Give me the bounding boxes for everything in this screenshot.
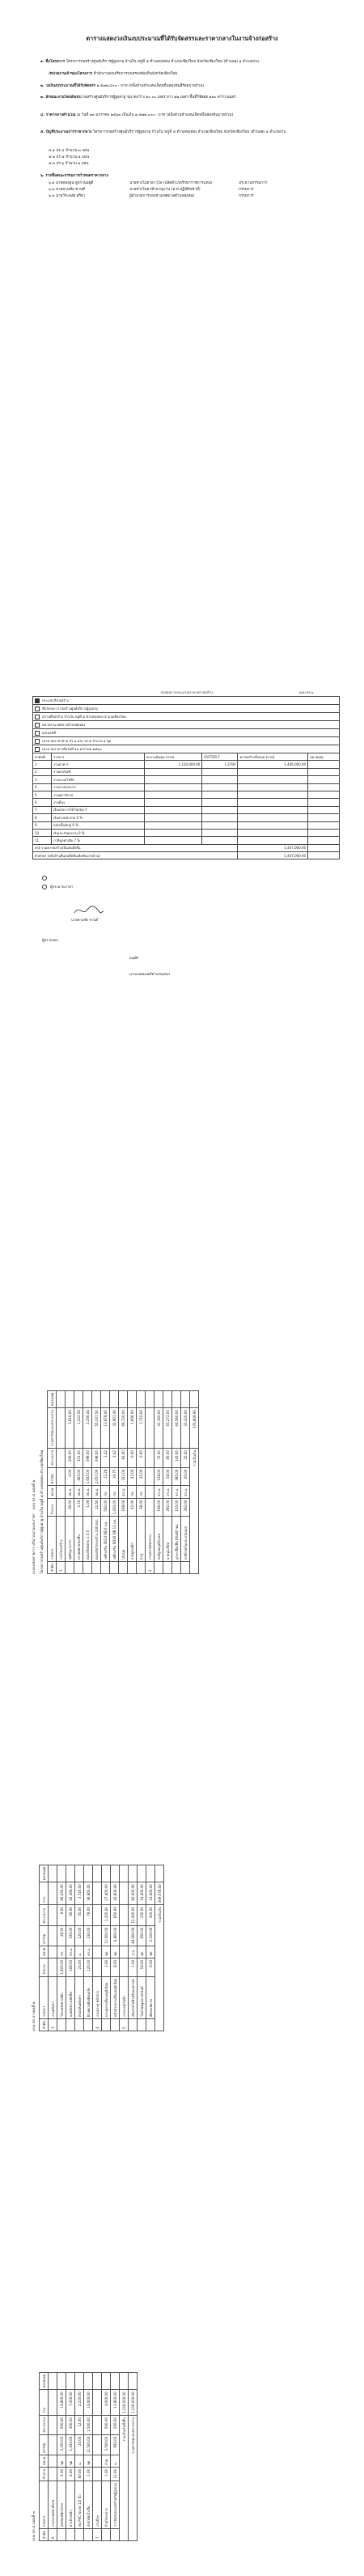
committee-name: ๖.๒ นายพานชัย ขานดี [49,188,86,192]
table-row: 1 งานอาคาร 1,130,000.00 1.2793 1,446,000.00 [33,761,340,768]
approval-radio: ผู้ประมาณราคา [42,884,73,889]
table-row: คอนกรีตโครงสร้าง 240 ksc. 22.50 ลบ.ม. 2,057.00 398.00 55,237.50 [92,1390,101,1573]
committee-role: กรรมการ [239,194,254,198]
column-header: ค่าแรงงาน [40,2416,49,2435]
boq-total-row: รวมเป็นเงิน 376,809.90 [190,1390,199,1573]
summary-form-no: แบบ ปร.๖ [299,690,314,694]
committee-role: ประธานกรรมการ [239,181,267,185]
table-row: ท่อ PVC ขนาด 1/2 นิ้ว 60.00 ม. 25.00 12.00 2,220.00 [75,2372,84,2540]
column-header: หมายเหตุ [48,1390,57,1407]
section-2 [40,83,332,89]
table-row: อ่างล้างหน้า 4.00 ชุด 1,450.00 300.00 7,000.00 [66,2372,75,2540]
signer-label-3: นายกเทศมนตรีตำบลทุ่งท่อง [129,972,171,976]
table-row: ลวดผูกเหล็ก 42.00 กก. 43.00 0.00 1,806.00 [128,1390,137,1573]
table-row: ราวจับสแตนเลสสำหรับผู้สูงอายุ 12.00 ม. 950.00 200.00 13,800.00 [111,2372,120,2540]
committee-name: ๖.๓ นายวีระพงษ์ สุริยา [49,194,86,198]
table-row: 4 งานประตู หน้าต่าง [93,1865,102,2031]
table-row: ฉาบปูนเรียบ 392.00 ตร.ม. 58.00 83.00 55,272.00 [163,1390,172,1573]
committee-row-3 [40,193,340,199]
section-1-text: โครงการก่อสร้างศูนย์บริการผู้สูงอายุ บ้านใน หมู่ที่ ๕ ตำบลทุ่งท่อง อำเภอเชียงใหม่ จังหวัดเชียงใหม่ (ตำบลสุ) ๑ อำเภอ/กบ. [66,60,260,64]
info-row: หน่วยงาน เทศบาลตำบลทุ่งท่อง [33,721,340,729]
table-row: 3 งานหลังคา [49,1865,57,2031]
section-1-label: ชื่อโครงการ [45,60,66,64]
column-header: หมายเหตุ [40,2372,49,2389]
section-1b [40,71,340,77]
column-header: รายการ [48,1517,57,1562]
column-header: หน่วย [40,2455,49,2467]
table-row: โคมไฟฟลูออเรสเซนต์ 18.00 ชุด 650.00 150.00 14,400.00 [138,1865,146,2031]
table-row: 2 งานสถาปัตยกรรม [146,1390,154,1573]
column-header: ค่าวัสดุ [40,1925,49,1946]
section-5-text: โครงการก่อสร้างศูนย์บริการผู้สูงอายุ บ้านใน หมู่ที่ ๕ ตำบลทุ่งท่อง อำเภอเชียงใหม่ จังหวัดเชียงใหม่ (ตำบลสุ) ๑ อำเภอ/กบ. [92,130,287,134]
table-row: ครอบสันหลังคา 24.00 ม. 120.00 35.00 3,720.00 [75,1865,84,2031]
section-1b-text: สำนักงานส่งเสริมการปกครองท้องถิ่นจังหวัดเชียงใหม่ [93,72,178,76]
table-row: เหล็กเสริม SR24 RB 6 มม. 540.00 กก. 22.28 3.42 13,878.00 [101,1390,110,1573]
column-header: จำนวน [48,1498,57,1517]
column-header: รายการ [40,1976,49,2018]
page-summary-cover [0,0,364,615]
column-header: ค่าวัสดุ [48,1467,57,1486]
column-header: หน่วย [40,1946,49,1958]
table-header-row: ลำดับที่ รายการ ค่างานต้นทุน (บาท) FACTOR F ค่าก่อสร้างทั้งหมด (บาท) หมายเหตุ [33,753,340,761]
checkbox-icon [35,723,40,728]
checkbox-icon [35,707,40,711]
column-header: รวม [40,1882,49,1905]
column-header: หน่วย [48,1486,57,1498]
table-row: ก่ออิฐมอญครึ่งแผ่น 196.00 ตร.ม. 138.00 72.00 41,160.00 [154,1390,163,1573]
checkbox-icon [35,747,40,752]
column-header: ค่าวัสดุ [40,2434,49,2455]
table-row: 6 งานระบบสุขาภิบาล [49,2372,57,2540]
committee-position: นายช่างโยธาอาวุโส (ปลัดอำเภอรักษาราชการแทน) [129,181,213,185]
boq-project: โครงการก่อสร้างศูนย์บริการผู้สูงอายุ บ้านใน หมู่ที่ ๕ ตำบลทุ่งท่อง อำเภอเชียงใหม่ [40,1449,44,1574]
column-header: ลำดับ [48,1562,57,1574]
approve-label: อนุมัติ [129,956,138,960]
page-boq-sheet-3 [0,2056,364,2576]
boq-table-1 [47,1390,199,1574]
boq3-total-row: รวมเป็นเงินทั้งสิ้น 1,130,000.00 [120,2372,129,2540]
checkbox-icon [35,739,40,744]
sub-item-3: ๕.๓ ปร.๖ จำนวน ๑ แผ่น [49,162,89,166]
sub-item-1: ๕.๑ ปร.๔ จำนวน ๓ แผ่น [49,149,90,153]
signature-scribble-1 [73,905,105,916]
table-row: 7 งานอื่นๆ [93,2372,102,2540]
table-row: 8 เงินล่วงหน้าจ่าย 0 % [33,814,340,821]
column-header: รวมค่าวัสดุและค่าแรงงาน [48,1408,57,1449]
committee-row-2 [40,187,340,193]
committee-name: ๖.๑ นายทองพูน ลูกกวนอยู่ดี [49,181,94,185]
table-row: ปูกระเบื้องพื้น 60x60 ซม. 120.00 ตร.ม. 395.00 143.00 64,560.00 [172,1390,181,1573]
approval-radio [42,876,50,881]
table-row: 5 งานระบบไฟฟ้า [120,1865,129,2031]
column-header: ค่าแรงงาน [48,1449,57,1468]
table-row: 10 เงินประกันผลงาน 0 % [33,829,340,836]
section-3 [40,95,332,100]
section-5-num: ๕. [40,130,45,134]
column-header: ลำดับ [40,2529,49,2541]
radio-icon [42,885,47,889]
section-1-num: ๑. [40,60,44,64]
section-1 [40,59,332,65]
section-3-label: ลักษณะงานโดยสังเขป [45,95,82,100]
checkbox-icon [35,731,40,736]
boq2-total-row: รวมเป็นเงิน 309,078.00 [155,1865,164,2031]
info-row: สถานที่ก่อสร้าง บ้านใน หมู่ที่ ๕ ตำบลทุ่งท่อง อำเภอเชียงใหม่ [33,713,340,721]
table-row: 2 งานครุภัณฑ์ [33,768,340,775]
table-row: 1 งานโครงสร้าง [57,1390,66,1573]
boq-rotated-2 [31,1865,164,2031]
document-title: ตารางแสดงวงเงินงบประมาณที่ได้รับจัดสรรและราคากลางในงานจ้างก่อสร้าง [86,35,278,42]
summary-total-row: สรุป รวมค่าก่อสร้างเป็นเงินทั้งสิ้น 1,447,000.00 [33,844,340,851]
section-3-text: ก่อสร้างศูนย์บริการผู้สูงอายุ ขนาดกว้าง ๑๐.๐๐ เมตร ยาว ๑๒ เมตร พื้นที่ใช้สอย ๑๒๐ ตารางเมตร [82,95,236,100]
table-row: 11 ภาษีมูลค่าเพิ่ม 7 % [33,837,340,844]
table-row: 6 งานอื่นๆ [33,799,340,806]
column-header: หมายเหตุ [40,1865,49,1882]
table-row: ทาสีภายในและภายนอก 392.00 ตร.ม. 60.00 25.00 33,320.00 [181,1390,190,1573]
committee-heading: ๖. รายชื่อคณะกรรมการกำหนดราคากลาง [40,174,108,178]
table-row: 3 งานระบบไฟฟ้า [33,776,340,783]
summary-cost-table [32,753,340,859]
section-5 [40,129,332,135]
table-row: ไม้แบบ 168.00 ตร.ม. 332.00 83.00 69,720.00 [119,1390,128,1573]
table-row: 4 งานระบบประปา [33,783,340,791]
table-row: เดินสายไฟฟ้าพร้อมอุปกรณ์ 1.00 งาน 48,000.00 12,000.00 60,000.00 [129,1865,138,2031]
summary-round-row: ตัวอักษร (หนึ่งล้านสี่แสนสี่หมื่นเจ็ดพันบาทถ้วน) 1,447,000.00 [33,852,340,859]
table-row: 9 ดอกเบี้ยเงินกู้ 6 % [33,821,340,829]
boq-table-3 [39,2372,138,2541]
section-4 [40,112,332,118]
table-row: เหล็กเสริม SD30 DB 12 มม. 1,420.00 กก. 19.75 3.42 32,901.40 [110,1390,119,1573]
table-row: คอนกรีตหยาบ 1:3:5 1.08 ลบ.ม. 1,645.00 398.00 2,206.44 [83,1390,92,1573]
page-boq-sheet-1 [0,1117,364,1602]
signer-label-2: ผู้ตรวจสอบ [42,938,58,942]
section-3-num: ๓. [40,95,44,100]
info-row: ประเภท สิ่งก่อสร้าง [33,697,340,705]
table-row: 5 งานสุขาภิบาล [33,791,340,798]
radio-icon [42,876,47,881]
table-row: หน้าต่างบานเลื่อนอลูมิเนียม 8.00 ชุด 4,800.00 650.00 43,600.00 [111,1865,120,2031]
section-2-label: วงเงินงบประมาณที่ได้รับจัดสรร [45,84,96,88]
summary-header: สรุปผลการประมาณราคาค่าก่อสร้าง [160,690,214,694]
table-row: ตะปู 38.00 กก. 45.00 0.00 1,710.00 [137,1390,146,1573]
column-header: รวม [40,2390,49,2416]
signer-name-1: นายพานชัย ขานดี [71,918,99,922]
checkbox-icon [35,698,40,703]
section-4-label: ราคากลางคำนวณ [45,113,76,117]
table-row: ฝ้าเพดานยิปซั่มบอร์ด 120.00 ตร.ม. 230.00 78.00 36,960.00 [84,1865,93,2031]
table-row: ประตูบานเลื่อนอลูมิเนียม 2.00 ชุด 12,500.00 1,200.00 27,400.00 [102,1865,111,2031]
boq3-grand-row: รวมค่าวัสดุและค่าแรงงาน 1,130,000.00 [129,2372,138,2540]
page-cost-summary [0,615,364,1117]
info-row: ประมาณราคาเมื่อวันที่ ๑๓ มกราคม ๒๕๖๓ [33,745,340,753]
table-row: ถังบำบัดน้ำเสีย 1.00 ชุด 12,500.00 1,500.00 14,000.00 [84,2372,93,2540]
table-row: ขุดดินฐานราก 36.00 ลบ.ม. 0.00 106.00 3,816.00 [66,1390,74,1573]
section-2-text: ๑,๕๗๒,๔๐๐.- บาท (หนึ่งล้านห้าแสนเจ็ดหมื่นสองพันสี่ร้อยบาทถ้วน) [96,84,205,88]
page-boq-sheet-2 [0,1602,364,2056]
summary-info-box [32,696,340,753]
boq-rotated-1 [31,1390,199,1574]
info-row: ชื่อโครงการ ก่อสร้างศูนย์บริการผู้สูงอายุ [33,705,340,713]
table-row: มุงหลังคาเมทัลชีท 168.00 ตร.ม. 195.00 56.00 42,168.00 [66,1865,75,2031]
committee-position: ผู้อำนวยการกองช่างเทศบาลตำบลทุ่งท่อง [129,194,195,198]
section-4-num: ๔. [40,113,45,117]
boq-title: แบบแสดงรายการ ปริมาณงานและราคา แบบ ปร.๔ แผ่นที่ ๑ [32,1479,36,1574]
committee-row-1 [40,180,340,186]
table-row: โครงหลังคาเหล็ก 1,820.00 กก. 28.50 8.00 66,430.00 [57,1865,66,2031]
table-row: สุขภัณฑ์ชักโครก 4.00 ชุด 3,200.00 500.00 14,800.00 [57,2372,66,2540]
boq-rotated-3 [31,2372,138,2541]
table-row: 7 เงื่อนไขการใช้ Factor F [33,806,340,813]
column-header: รายการ [40,2481,49,2529]
table-row: ป้ายโครงการ 1.00 ป้าย 3,500.00 500.00 4,000.00 [102,2372,111,2540]
section-4-text: ณ วันที่ ๑๓ มกราคม ๒๕๖๓ เป็นเงิน ๑,๕๗๒,๐๐๐.- บาท (หนึ่งล้านห้าแสนเจ็ดหมื่นสองพันบาทถ้วน) [76,113,234,117]
boq2-sheet: แบบ ปร.๔ แผ่นที่ ๒ [32,2001,36,2031]
info-row: ประมาณราคาตาม ปร.๔ และ ปร.๕ จำนวน ๑ ชุด [33,737,340,745]
committee-role: กรรมการ [239,188,254,192]
column-header: จำนวน [40,2467,49,2481]
section-5-label: บัญชีประมาณการราคากลาง [45,130,92,134]
sub-item-2: ๕.๒ ปร.๕ จำนวน ๑ แผ่น [49,155,89,159]
table-row: ทรายหยาบรองพื้น 2.16 ลบ.ม. 465.00 101.00 1,222.56 [74,1390,83,1573]
boq-table-2 [39,1865,164,2031]
column-header: จำนวน [40,1958,49,1976]
section-1b-label: /หน่วยงานเจ้าของโครงการ [49,72,93,76]
committee-position: นายช่างโยธาชำนาญงาน (ส.ท.ปฏิบัติหน้าที่) [129,188,201,192]
column-header: ค่าแรงงาน [40,1905,49,1925]
checkbox-icon [35,715,40,719]
boq3-sheet: แบบ ปร.๔ แผ่นที่ ๓ [32,2511,36,2541]
column-header: ลำดับ [40,2019,49,2031]
info-row: แบบเลขที่ - [33,729,340,737]
table-row: พัดลมเพดาน 6.00 ชุด 2,100.00 300.00 14,400.00 [146,1865,155,2031]
section-2-num: ๒. [40,84,44,88]
